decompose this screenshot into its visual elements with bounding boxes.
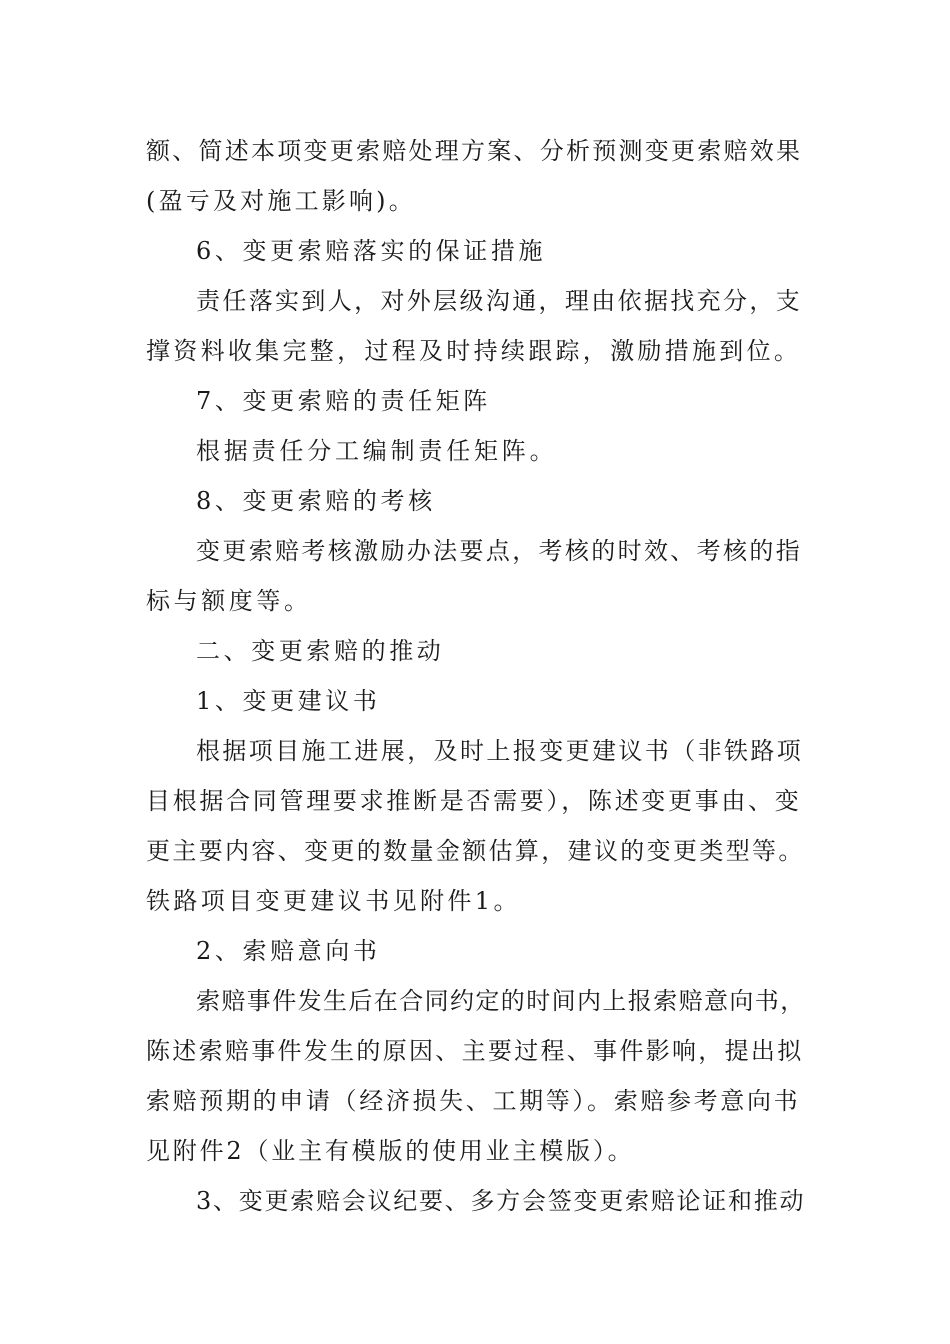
section-heading: 3、变更索赔会议纪要、多方会签变更索赔论证和推动 (196, 1187, 806, 1215)
paragraph-line: 责任落实到人，对外层级沟通，理由依据找充分，支 (196, 287, 803, 315)
section-heading: 2、索赔意向书 (196, 937, 381, 965)
section-heading: 1、变更建议书 (196, 687, 381, 715)
paragraph-line: 索赔预期的申请（经济损失、工期等）。索赔参考意向书 (146, 1087, 801, 1115)
paragraph-line: 目根据合同管理要求推断是否需要），陈述变更事由、变 (146, 787, 802, 815)
paragraph-line: 更主要内容、变更的数量金额估算，建议的变更类型等。 (146, 837, 805, 865)
paragraph-line: 铁路项目变更建议书见附件1。 (146, 887, 521, 915)
paragraph-line: 额、简述本项变更索赔处理方案、分析预测变更索赔效果 (146, 137, 803, 165)
chapter-heading: 二、变更索赔的推动 (196, 637, 445, 665)
paragraph-line: 根据责任分工编制责任矩阵。 (196, 437, 558, 465)
section-heading: 7、变更索赔的责任矩阵 (196, 387, 491, 415)
paragraph-line: (盈亏及对施工影响)。 (146, 187, 416, 215)
paragraph-line: 索赔事件发生后在合同约定的时间内上报索赔意向书， (196, 987, 806, 1015)
paragraph-line: 撑资料收集完整，过程及时持续跟踪，激励措施到位。 (146, 337, 802, 365)
paragraph-line: 变更索赔考核激励办法要点，考核的时效、考核的指 (196, 537, 803, 565)
paragraph-line: 标与额度等。 (146, 587, 312, 615)
paragraph-line: 根据项目施工进展，及时上报变更建议书（非铁路项 (196, 737, 804, 765)
section-heading: 6、变更索赔落实的保证措施 (196, 237, 547, 265)
paragraph-line: 陈述索赔事件发生的原因、主要过程、事件影响，提出拟 (146, 1037, 804, 1065)
section-heading: 8、变更索赔的考核 (196, 487, 436, 515)
paragraph-line: 见附件2（业主有模版的使用业主模版）。 (146, 1137, 635, 1165)
